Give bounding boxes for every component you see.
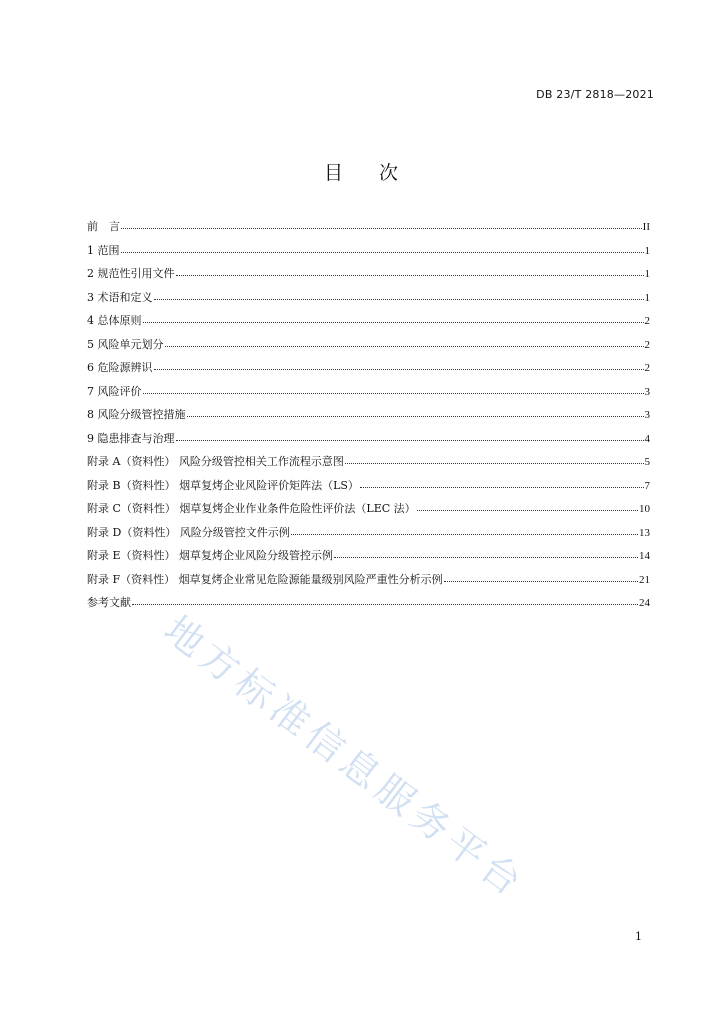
toc-entry-label: 5 风险单元划分 bbox=[87, 337, 164, 351]
toc-entry[interactable] bbox=[87, 500, 650, 524]
toc-entry-label: 2 规范性引用文件 bbox=[87, 267, 175, 280]
toc-leader-dots bbox=[154, 291, 644, 300]
title-char-1: 目 bbox=[323, 162, 345, 184]
toc-entry[interactable] bbox=[87, 477, 650, 501]
toc-entry-label: 附录 B（资料性） 烟草复烤企业风险评价矩阵法（LS） bbox=[87, 478, 359, 492]
page-number: 1 bbox=[635, 930, 642, 943]
toc-entry-page: 2 bbox=[644, 315, 650, 327]
toc-leader-dots bbox=[417, 502, 638, 511]
toc-leader-dots bbox=[121, 244, 644, 253]
toc-entry[interactable] bbox=[87, 359, 650, 383]
toc-entry-page: 1 bbox=[644, 244, 650, 257]
toc-entry-page: 1 bbox=[644, 291, 650, 304]
toc-entry-label: 附录 D（资料性） 风险分级管控文件示例 bbox=[87, 525, 290, 539]
toc-entry-label: 3 术语和定义 bbox=[87, 290, 153, 304]
page-title bbox=[0, 158, 724, 185]
toc-entry[interactable] bbox=[87, 571, 650, 595]
toc-entry[interactable] bbox=[87, 289, 650, 313]
toc-entry-label: 附录 F（资料性） 烟草复烤企业常见危险源能量级别风险严重性分析示例 bbox=[87, 572, 443, 586]
toc-entry-page: 14 bbox=[639, 550, 650, 562]
watermark: 地方标准信息服务平台 bbox=[156, 607, 534, 908]
toc-entry-page: 5 bbox=[644, 456, 650, 468]
table-of-contents bbox=[87, 218, 650, 618]
toc-leader-dots bbox=[291, 526, 638, 535]
toc-entry-label: 7 风险评价 bbox=[87, 384, 142, 398]
title-char-2: 次 bbox=[379, 162, 401, 184]
toc-entry-label: 附录 E（资料性） 烟草复烤企业风险分级管控示例 bbox=[87, 549, 334, 562]
toc-entry[interactable] bbox=[87, 218, 650, 242]
toc-entry-page: 1 bbox=[644, 268, 650, 280]
toc-entry-label: 9 隐患排查与治理 bbox=[87, 431, 175, 445]
toc-leader-dots bbox=[176, 432, 644, 441]
toc-entry-label: 附录 A（资料性） 风险分级管控相关工作流程示意图 bbox=[87, 455, 344, 468]
toc-entry-label: 6 危险源辨识 bbox=[87, 361, 153, 374]
toc-entry-page: 10 bbox=[639, 503, 650, 515]
toc-entry-page: 2 bbox=[644, 362, 650, 374]
toc-leader-dots bbox=[187, 408, 644, 417]
toc-leader-dots bbox=[143, 385, 644, 394]
toc-entry[interactable] bbox=[87, 242, 650, 266]
toc-entry[interactable] bbox=[87, 406, 650, 430]
toc-entry-page: 13 bbox=[639, 526, 650, 539]
toc-entry-page: 24 bbox=[639, 597, 650, 609]
toc-entry-label: 4 总体原则 bbox=[87, 314, 142, 327]
toc-entry-label: 参考文献 bbox=[87, 596, 131, 609]
toc-entry-page: II bbox=[642, 221, 650, 233]
toc-entry[interactable] bbox=[87, 594, 650, 618]
toc-leader-dots bbox=[132, 596, 638, 605]
toc-entry[interactable] bbox=[87, 453, 650, 477]
toc-entry[interactable] bbox=[87, 312, 650, 336]
toc-leader-dots bbox=[345, 455, 644, 464]
document-code: DB 23/T 2818—2021 bbox=[536, 88, 654, 101]
toc-leader-dots bbox=[360, 479, 644, 488]
toc-entry-label: 1 范围 bbox=[87, 243, 120, 257]
toc-leader-dots bbox=[143, 314, 644, 323]
toc-entry[interactable] bbox=[87, 524, 650, 548]
toc-entry[interactable] bbox=[87, 383, 650, 407]
toc-entry-label: 8 风险分级管控措施 bbox=[87, 408, 186, 421]
toc-entry[interactable] bbox=[87, 430, 650, 454]
toc-leader-dots bbox=[176, 267, 644, 276]
toc-entry-page: 3 bbox=[644, 409, 650, 421]
toc-leader-dots bbox=[165, 338, 644, 347]
toc-entry-page: 21 bbox=[639, 573, 650, 586]
toc-leader-dots bbox=[444, 573, 638, 582]
toc-entry-page: 3 bbox=[644, 385, 650, 398]
toc-entry-page: 2 bbox=[644, 338, 650, 351]
toc-leader-dots bbox=[334, 549, 638, 558]
toc-leader-dots bbox=[154, 361, 644, 370]
toc-leader-dots bbox=[121, 220, 642, 229]
toc-entry-page: 4 bbox=[644, 432, 650, 445]
toc-entry-label: 附录 C（资料性） 烟草复烤企业作业条件危险性评价法（LEC 法） bbox=[87, 502, 416, 515]
toc-entry[interactable] bbox=[87, 547, 650, 571]
toc-entry-page: 7 bbox=[644, 479, 650, 492]
toc-entry-label: 前 言 bbox=[87, 220, 120, 233]
toc-entry[interactable] bbox=[87, 336, 650, 360]
toc-entry[interactable] bbox=[87, 265, 650, 289]
